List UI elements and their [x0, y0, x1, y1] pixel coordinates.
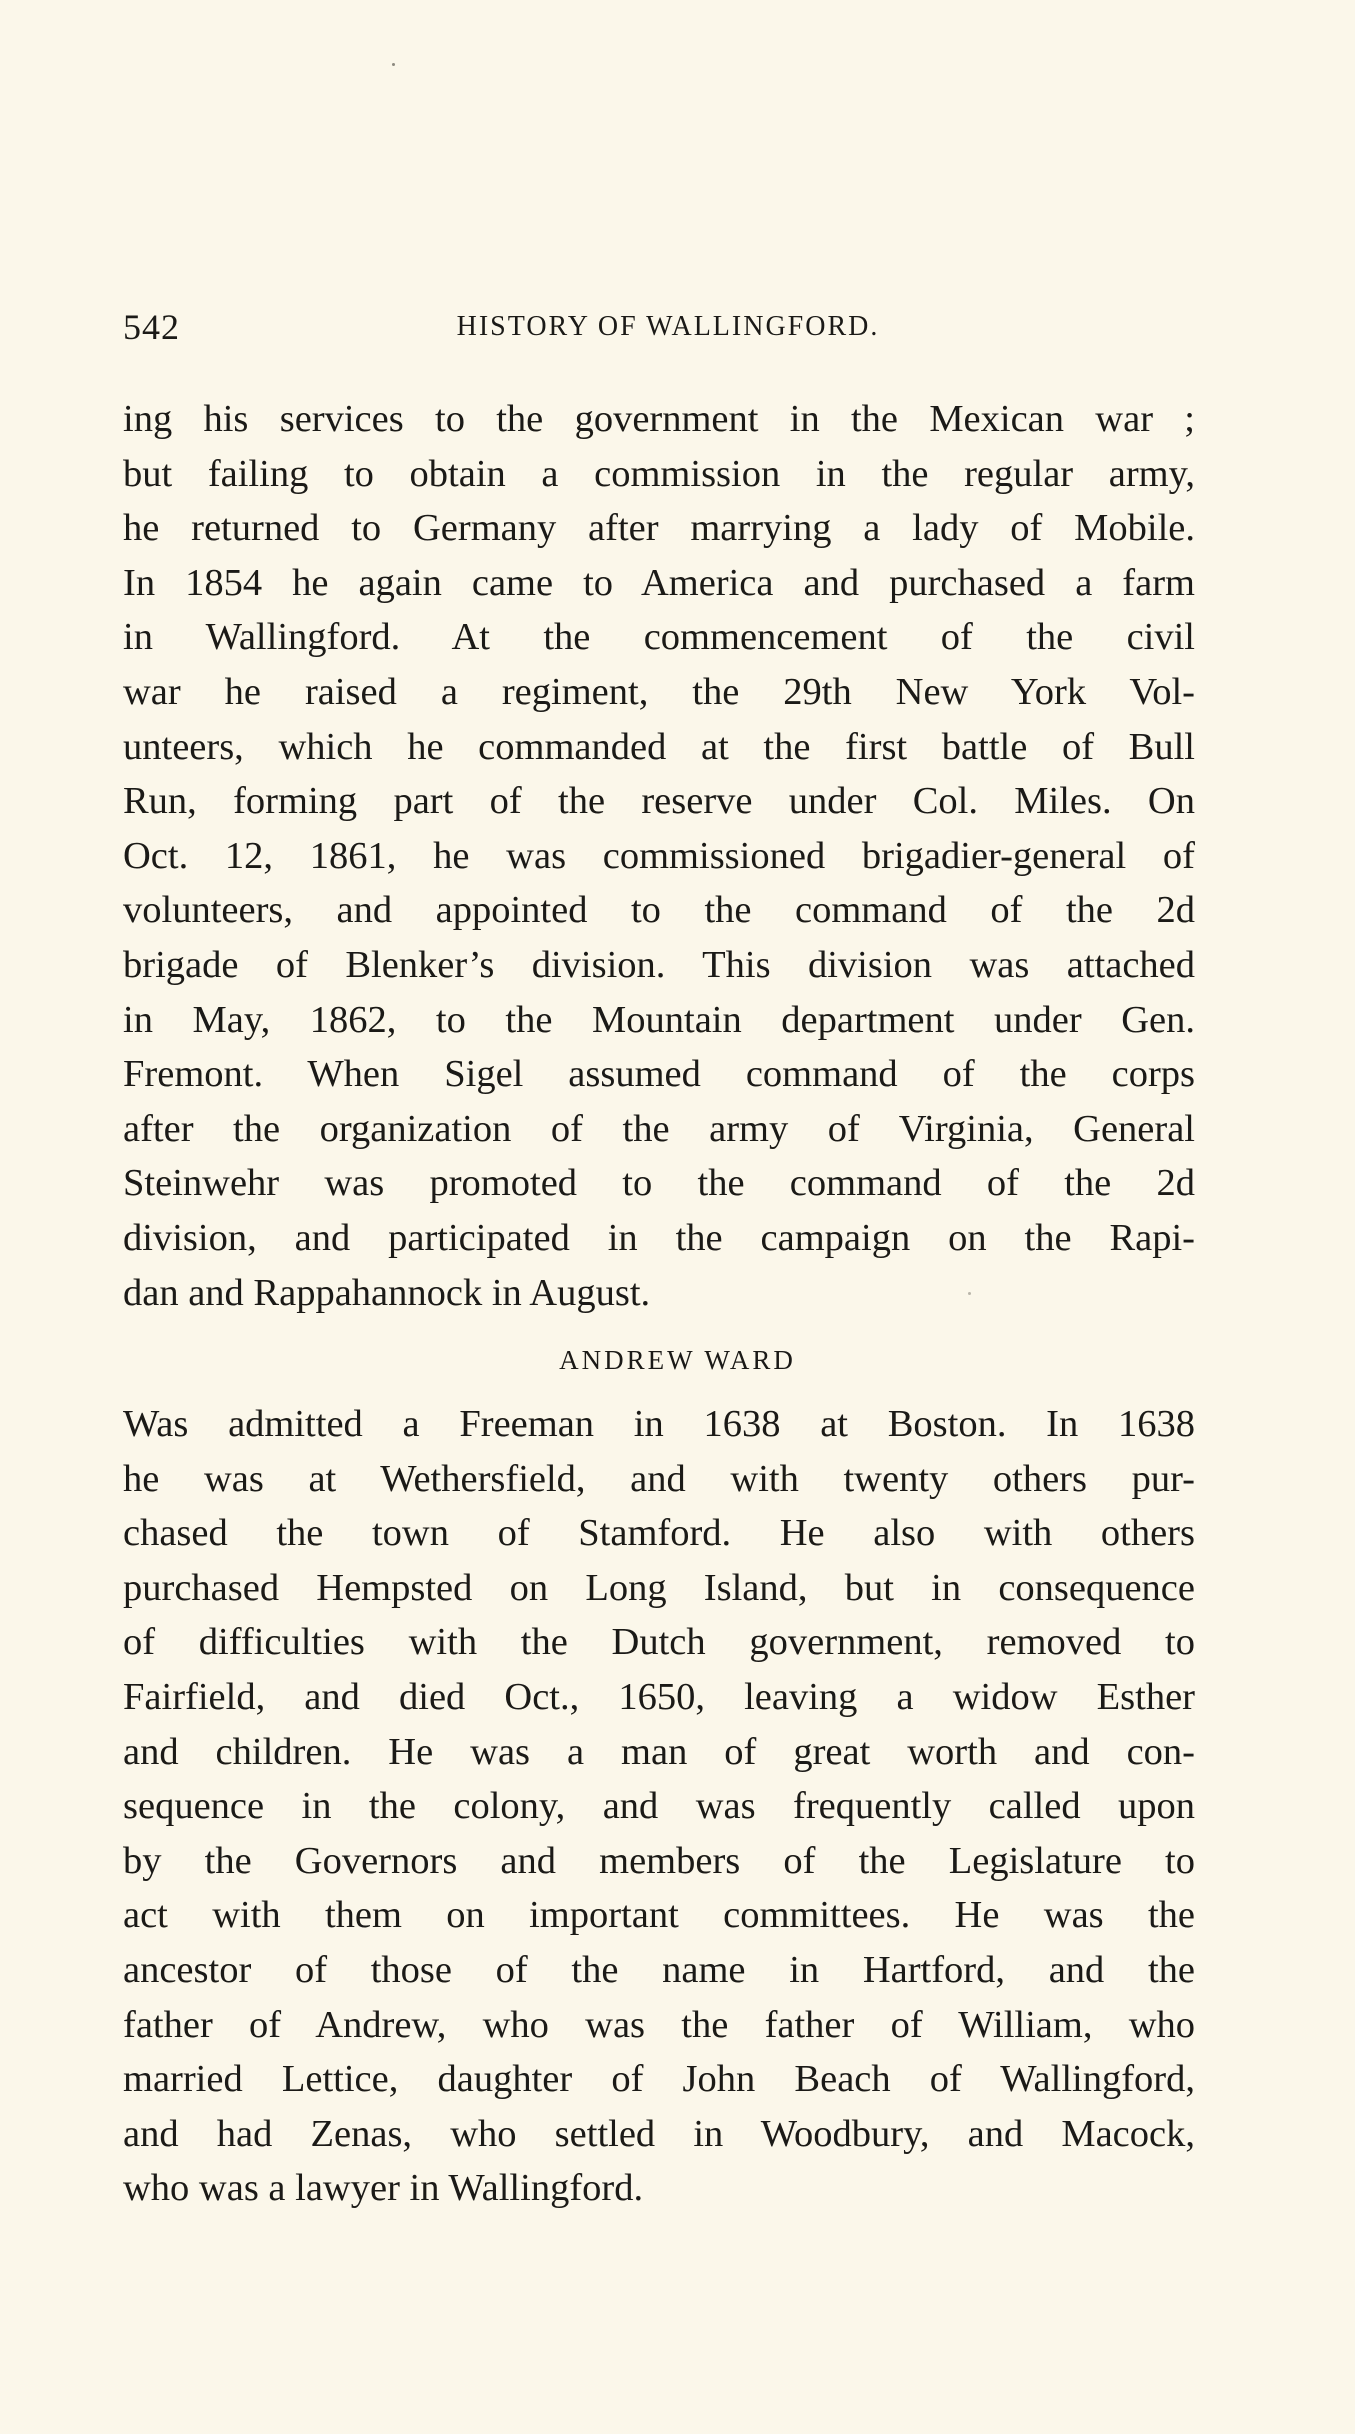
- text-line: purchased Hempsted on Long Island, but in consequence: [123, 1566, 1195, 1609]
- text-line: in Wallingford. At the commencement of the civil: [123, 616, 1195, 659]
- text-line: dan and Rappahannock in August.: [123, 1271, 651, 1314]
- text-line: by the Governors and members of the Legislature to: [123, 1839, 1195, 1882]
- text-line: brigade of Blenker’s division. This division was attached: [123, 943, 1195, 986]
- text-line: Fairfield, and died Oct., 1650, leaving a widow Esther: [123, 1675, 1195, 1718]
- text-line: married Lettice, daughter of John Beach of Wallingford,: [123, 2058, 1195, 2101]
- text-line: volunteers, and appointed to the command of the 2d: [123, 889, 1195, 932]
- text-line: ing his services to the government in the Mexican war ;: [123, 398, 1195, 440]
- text-line: after the organization of the army of Virginia, General: [123, 1107, 1195, 1150]
- text-line: he was at Wethersfield, and with twenty others pur-: [123, 1457, 1195, 1500]
- text-line: sequence in the colony, and was frequently called upon: [123, 1785, 1195, 1828]
- running-title: HISTORY OF WALLINGFORD.: [456, 311, 880, 342]
- text-line: division, and participated in the campaign on the Rapi-: [123, 1216, 1195, 1259]
- text-line: ancestor of those of the name in Hartford, and the: [123, 1948, 1195, 1991]
- page-header: [123, 306, 1213, 358]
- page-number: 542: [123, 307, 180, 347]
- text-line: unteers, which he commanded at the first battle of Bull: [123, 725, 1195, 768]
- paragraph-steinwehr: [123, 392, 1195, 1320]
- text-line: father of Andrew, who was the father of William, who: [123, 2003, 1195, 2046]
- text-line: of difficulties with the Dutch government, removed to: [123, 1621, 1195, 1664]
- text-line: chased the town of Stamford. He also with others: [123, 1512, 1195, 1555]
- text-line: and had Zenas, who settled in Woodbury, and Macock,: [123, 2112, 1195, 2155]
- text-line: Oct. 12, 1861, he was commissioned brigadier-general of: [123, 834, 1195, 877]
- text-line: war he raised a regiment, the 29th New York Vol-: [123, 670, 1195, 713]
- text-line: but failing to obtain a commission in the regular army,: [123, 452, 1195, 495]
- paragraph-andrew-ward: [123, 1397, 1195, 2216]
- text-line: in May, 1862, to the Mountain department under Gen.: [123, 998, 1195, 1041]
- text-line: Run, forming part of the reserve under Col. Miles. On: [123, 780, 1195, 823]
- text-line: and children. He was a man of great worth and con-: [123, 1730, 1195, 1773]
- text-line: act with them on important committees. He was the: [123, 1894, 1195, 1937]
- text-line: Was admitted a Freeman in 1638 at Boston. In 1638: [123, 1403, 1195, 1445]
- text-line: Fremont. When Sigel assumed command of the corps: [123, 1053, 1195, 1096]
- paper-speck: [392, 63, 395, 66]
- text-line: who was a lawyer in Wallingford.: [123, 2167, 644, 2210]
- text-line: he returned to Germany after marrying a lady of Mobile.: [123, 507, 1195, 550]
- section-heading: ANDREW WARD: [559, 1345, 796, 1375]
- text-line: Steinwehr was promoted to the command of the 2d: [123, 1162, 1195, 1205]
- text-line: In 1854 he again came to America and purchased a farm: [123, 561, 1195, 604]
